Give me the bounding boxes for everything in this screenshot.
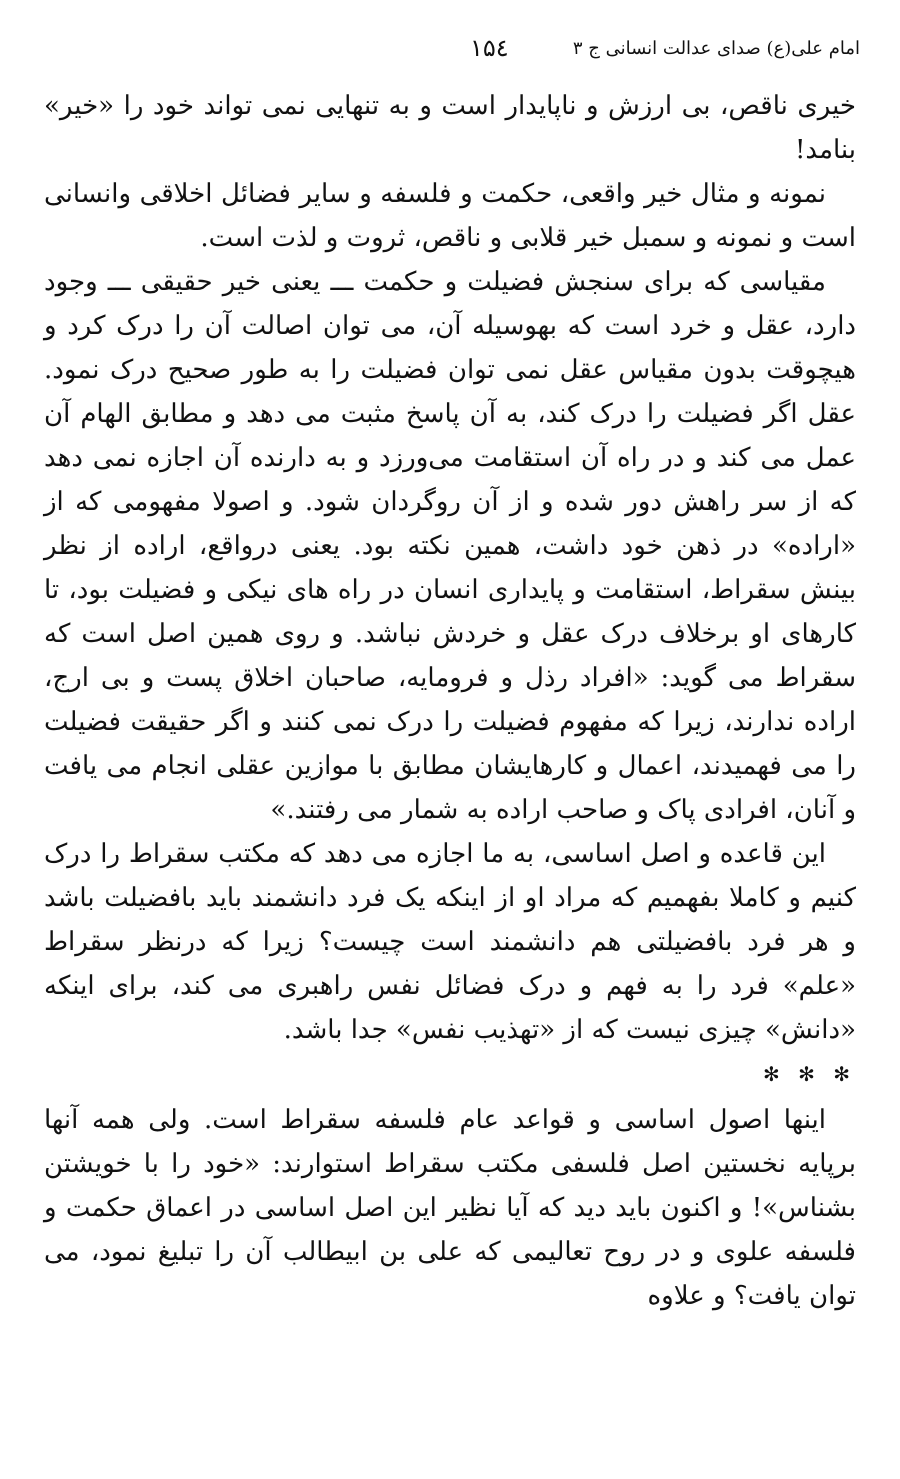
page-header [40, 34, 860, 70]
section-separator: ✻ ✻ ✻ [763, 1062, 856, 1086]
page-number: ۱۵٤ [470, 34, 509, 62]
book-title: امام علی(ع) صدای عدالت انسانی ج ۳ [572, 38, 860, 59]
paragraph-2: نمونه و مثال خیر واقعی، حکمت و فلسفه و سایر فضائل اخلاقی وانسانی است و نمونه و سمبل خیر قلابی و ناقص، ثروت و لذت است. [44, 179, 856, 253]
paragraph-5: اینها اصول اساسی و قواعد عام فلسفه سقراط است. ولی همه آنها برپایه نخستین اصل فلسفی مکتب سقراط استوارند: «خود را با خویشتن بشناس»! و اکنون باید دید که آیا نظیر این اصل اساسی در اعماق حکمت و فلسفه علوی و در روح تعالیمی که علی بن ابیطالب آن را تبلیغ نمود، می توان یافت؟ و علاوه [44, 1105, 856, 1311]
paragraph-1: خیری ناقص، بی ارزش و ناپایدار است و به تنهایی نمی تواند خود را «خیر» بنامد! [44, 91, 856, 165]
paragraph-4: این قاعده و اصل اساسی، به ما اجازه می دهد که مکتب سقراط را درک کنیم و کاملا بفهمیم که مراد او از اینکه یک فرد دانشمند باید بافضیلت باشد و هر فرد بافضیلتی هم دانشمند است چیست؟ زیرا که درنظر سقراط «علم» فرد را به فهم و درک فضائل نفس راهبری می کند، برای اینکه «دانش» چیزی نیست که از «تهذیب نفس» جدا باشد. [44, 839, 856, 1045]
paragraph-3: مقیاسی که برای سنجش فضیلت و حکمت ـــ یعنی خیر حقیقی ـــ وجود دارد، عقل و خرد است که بهوسیله آن، می توان اصالت آن را درک کرد و هیچوقت بدون مقیاس عقل نمی توان فضیلت را به طور صحیح درک نمود. عقل اگر فضیلت را درک کند، به آن پاسخ مثبت می دهد و مطابق الهام آن عمل می کند و در راه آن استقامت می‌ورزد و به دارنده آن اجازه نمی دهد که از سر راهش دور شده و از آن روگردان شود. و اصولا مفهومی که از «اراده» در ذهن خود داشت، همین نکته بود. یعنی درواقع، اراده از نظر بینش سقراط، استقامت و پایداری انسان در راه های نیکی و فضیلت بود، تا کارهای او برخلاف درک عقل و خردش نباشد. و روی همین اصل است که سقراط می گوید: «افراد رذل و فرومایه، صاحبان اخلاق پست و بی ارج، اراده ندارند، زیرا که مفهوم فضیلت را درک نمی کنند و اگر حقیقت فضیلت را می فهمیدند، اعمال و کارهایشان مطابق با موازین عقلی انجام می یافت و آنان، افرادی پاک و صاحب اراده به شمار می رفتند.» [44, 267, 856, 825]
body-text [44, 84, 856, 1318]
